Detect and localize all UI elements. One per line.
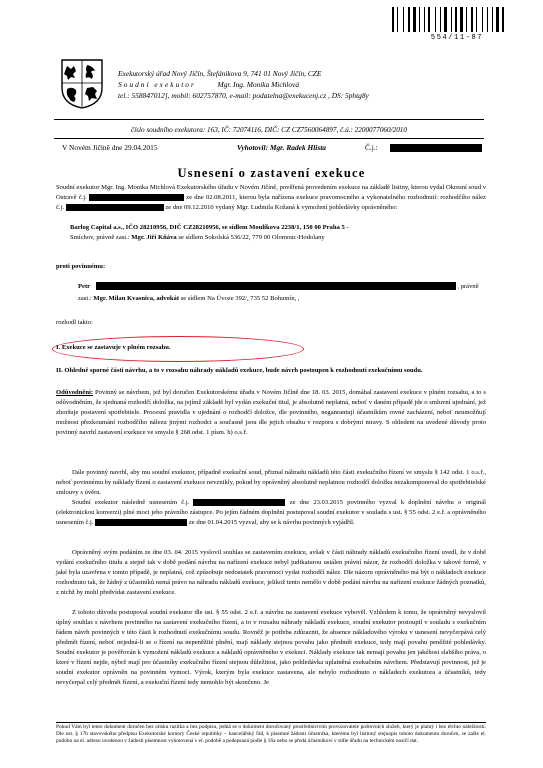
case-number: Č.j.: bbox=[365, 143, 482, 152]
barcode-bar bbox=[440, 7, 441, 32]
barcode-bar bbox=[444, 7, 447, 32]
ruling-item-2: II. Ohledně sporné části návrhu, a to v rozsahu náhrady nákladů exekuce, bude návrh postoupen k rozhodnutí exekučnímu soudu. bbox=[56, 367, 423, 374]
barcode-bar bbox=[496, 7, 499, 32]
reasoning-paragraph-5: Z tohoto důvodu postupoval soudní exekutor dle ust. § 55 odst. 2 e.ř. a návrhu na zastavení exekuce vyhověl. Vzhledem k tomu, že oprávněný nevyslovil úplný souhlas s návrhem povinného na zastavení exekučního řízení, a to v rozsahu náhrady nákladů exekuce, soudní exekutor postoupil v souladu s exekučním řádem návrh povinných v této části k rozhodnutí exekučnímu soudu. Rovněž je potřeba zdůraznit, že absence nákladového výroku v usnesení nevyčerpává celý předmět řízení, neboť nejedná-li se o řízení na nepeněžité plnění, mají náklady stejnou povahu jako předmět exekuce, tedy mají povahu peněžité pohledávky. Soudní exekutor je pověřován k vymožení nákladů exekuce a nákladů oprávněného v exekuci. Náklady exekuce tak nemají povahu jen jakéhosi slabšího práva, o které v řízení nejde, nýbrž mají pro účastníky exekučního řízení stejnou důležitost, jako pohledávka uplatněná exekučním návrhem. Představují povinnost, jež je soudní exekutor oprávněn na povinném vymoci. Výrok, kterým byla exekuce zastavena, ale nebylo rozhodnuto o nákladech exekutora a účastníků, tedy nevyčerpal celý předmět řízení, a exekuční řízení tedy nemohlo být skončeno. Je bbox=[56, 609, 486, 686]
czech-coat-of-arms-icon bbox=[60, 58, 104, 110]
barcode-bar bbox=[448, 7, 450, 32]
place-date: V Novém Jičíně dne 29.04.2015 bbox=[62, 143, 158, 152]
barcode-bar bbox=[453, 7, 454, 32]
barcode-bar bbox=[437, 7, 439, 32]
barcode-bar bbox=[466, 7, 467, 32]
barcode-bar bbox=[458, 7, 459, 32]
redacted-box bbox=[66, 204, 164, 211]
office-contacts: tel.: 558847012], mobil: 602757870, e-mail: podatelna@exekucenj.cz , DS: 5phtg8y bbox=[118, 91, 369, 100]
barcode-bar bbox=[431, 7, 434, 32]
barcode-bar bbox=[392, 7, 394, 32]
barcode-bar bbox=[395, 7, 396, 32]
barcode-bar bbox=[421, 7, 423, 32]
reasoning-paragraph-1: Odůvodnění: Povinný se návrhem, jež byl doručen Exekutorskému úřadu v Novém Jičíně dne 18. 03. 2015, domáhal zastavení exekuce v plném rozsahu, a to s odůvodněním, že sjednaná rozhodčí doložka, na jejímž základě byl vydán exekuční titul, je absolutně neplatná, neboť v daném případě jde o smluvní ujednání, jež zhoršuje postavení spotřebitele. Procesní pravidla v ujednání o rozhodčí doložce, dle povinného, neganrantují účastníkům rovné zacházení, neboť neumožňují možnost přezkoumání rozhodčího nálezu jinými rozhodci a současně jsou dle jejich obsahu v rozporu s dobrými mravy. S ohledem na uvedené důvody proto povinný navrhl zastavení exekuce ve smyslu § 268 odst. 1 písm. h) o.s.ř. bbox=[56, 389, 486, 436]
barcode-bar bbox=[489, 7, 491, 32]
registry-line: číslo soudního exekutora: 163, IČ: 72074116, DIČ: CZ CZ7560064897, č.ú.: 2200077060/2010 bbox=[131, 126, 407, 134]
barcode-bar bbox=[484, 7, 486, 32]
redacted-box bbox=[390, 144, 482, 152]
barcode-bar bbox=[464, 7, 465, 32]
barcode-bar bbox=[455, 7, 457, 32]
barcode-bar bbox=[428, 7, 430, 32]
barcode-bar bbox=[478, 7, 481, 32]
barcode-bar bbox=[502, 7, 504, 32]
barcode-bar bbox=[494, 7, 495, 32]
reasoning-paragraph-2: Dále povinný navrhl, aby mu soudní exekutor, případně exekuční soud, přiznal náhradu nákladů této části exekučního řízení ve smyslu § 142 odst. 1 o.s.ř., neboť povinnému by náklady řízení o zastavení exekuce nevznikly, pokud by oprávněný absolutně neplatnou rozhodčí doložku nezakomponoval do spotřebitelské smlouvy s úvěru. bbox=[56, 469, 486, 496]
barcode-bar bbox=[482, 7, 483, 32]
redacted-box bbox=[193, 499, 285, 506]
barcode-number: 554/11-87 bbox=[430, 34, 484, 42]
barcode-bar bbox=[399, 7, 402, 32]
footnote: Pokud Vám byl tento dokument doručen bez otisku razítka a bez podpisu, jedná se o dokument doručovaný prostřednictvím provozovatele poštovních služeb, který je platný i bez těchto náležitostí. Dle ust. § 17b stavovského předpisu Exekutorské komory České republiky – kancelářský řád, k písemné žádosti účastníka, kterému byl listinný stejnopis tohoto dokumentu doručen, se zašle el. podobu na el. adresu uvedenou v žádosti písemnost vyhotovená v el. podobě a podepsaná podle § 16a nebo se předá účastníkovi v sídle úřadu na technickém nosiči dat. bbox=[56, 724, 486, 744]
barcode-bar bbox=[424, 7, 425, 32]
barcode-bar bbox=[487, 7, 488, 32]
office-header bbox=[118, 68, 369, 101]
office-executor: Soudní exekutor Mgr. Ing. Monika Michlová bbox=[118, 80, 300, 89]
debtor-block: Petr , právně zast.: Mgr. Milan Kvasnica, advokát se sídlem Na Úvoze 392/, 735 52 Bohumín, , bbox=[78, 283, 479, 302]
barcode-bar bbox=[405, 7, 407, 32]
header-divider bbox=[54, 119, 484, 120]
registry-divider bbox=[54, 138, 484, 139]
issued-by: Vyhotovil: Mgr. Radek Hlista bbox=[237, 143, 326, 152]
barcode-bar bbox=[397, 7, 398, 32]
barcode-bar bbox=[471, 7, 473, 32]
barcode-bars bbox=[392, 7, 522, 32]
redacted-box bbox=[89, 194, 184, 201]
document-title: Usnesení o zastavení exekuce bbox=[177, 166, 366, 180]
reasoning-paragraph-4: Oprávněný svým podáním ze dne 03. 04. 2015 vyslovil souhlas se zastavením exekuce, avšak v části náhrady nákladů exekučního řízení uvedl, že v době vydání exekučního titulu a stejně tak v době podání návrhu na nařízení exekuce nebyl judikaturou ustálen právní názor, že rozhodčí doložka v takové formě, v jaké byla uzavřena v tomto případě, je neplatná, což způsobuje nedostatek pravomoci vydat rozhodčí nález. Dle názoru oprávněného má být o nákladech exekuce rozhodnuto tak, že žádný z účastníků nemá právo na náhradu nákladů exekuce, jelikož tento nemělo v době podání návrhu na nařízení exekuce žádných poznatků, z nichž by mohl předvídat zastavení exekuce. bbox=[56, 549, 486, 596]
barcode-bar bbox=[419, 7, 420, 32]
barcode-bar bbox=[442, 7, 443, 32]
barcode-bar bbox=[408, 7, 410, 32]
barcode-bar bbox=[435, 7, 436, 32]
ruling-item-1: I. Exekuce se zastavuje v plném rozsahu. bbox=[56, 344, 171, 351]
barcode-bar bbox=[476, 7, 477, 32]
intro-paragraph: Soudní exekutor Mgr. Ing. Monika Michlová Exekutorského úřadu v Novém Jičíně, pověřená provedením exekuce na základě listiny, kterou vydal Okresní soud v Ostravě č.j. ze dne 02.08.2011, kterou byla nařízena exekuce pravomocného a vykonatelného rozhodnutí: rozhodčího nález č.j. ze dne 09.12.2010 vydaný Mgr. Ludmila Kožaná k vymožení pohledávky oprávněného: bbox=[56, 184, 486, 211]
barcode-bar bbox=[413, 7, 416, 32]
office-address: Exekutorský úřad Nový Jičín, Štefánikova 9, 741 01 Nový Jičín, CZE bbox=[118, 69, 322, 78]
barcode-bar bbox=[451, 7, 452, 32]
barcode-bar bbox=[417, 7, 418, 32]
barcode-bar bbox=[492, 7, 493, 32]
redacted-box bbox=[96, 282, 456, 290]
creditor-block: Barlog Capital a.s., IČO 28210956, DIČ CZ28210956, se sídlem Moulíkova 2238/1, 150 00 Praha 5 - Smíchov, právně zast.: Mgr. Jiří Kňáva se sídlem Sokolská 536/22, 779 00 Olomouc-Hodolany bbox=[70, 224, 349, 241]
reasoning-paragraph-3: Soudní exekutor následně usnesením č.j. ze dne 23.03.2015 povinného vyzval k doplnění návrhu o originál (elektronickou konverzi) plné moci jeho právního zástupce. Po jejím řádném doplnění postupoval soudní exekutor v souladu s ust. § 55 odst. 2 e.ř. a oprávněného usnesením č.j. ze dne 01.04.2015 vyzval, aby se k návrhu povinných vyjádřil. bbox=[56, 499, 486, 526]
barcode-bar bbox=[426, 7, 427, 32]
barcode-bar bbox=[460, 7, 463, 32]
barcode bbox=[392, 7, 522, 47]
barcode-bar bbox=[474, 7, 475, 32]
barcode-bar bbox=[500, 7, 501, 32]
barcode-bar bbox=[468, 7, 470, 32]
barcode-bar bbox=[411, 7, 412, 32]
footnote-divider bbox=[56, 722, 486, 723]
ruling-label: rozhodl takto: bbox=[56, 319, 93, 326]
debtor-heading: proti povinnému: bbox=[56, 263, 106, 270]
barcode-bar bbox=[403, 7, 404, 32]
redacted-box bbox=[95, 519, 187, 526]
